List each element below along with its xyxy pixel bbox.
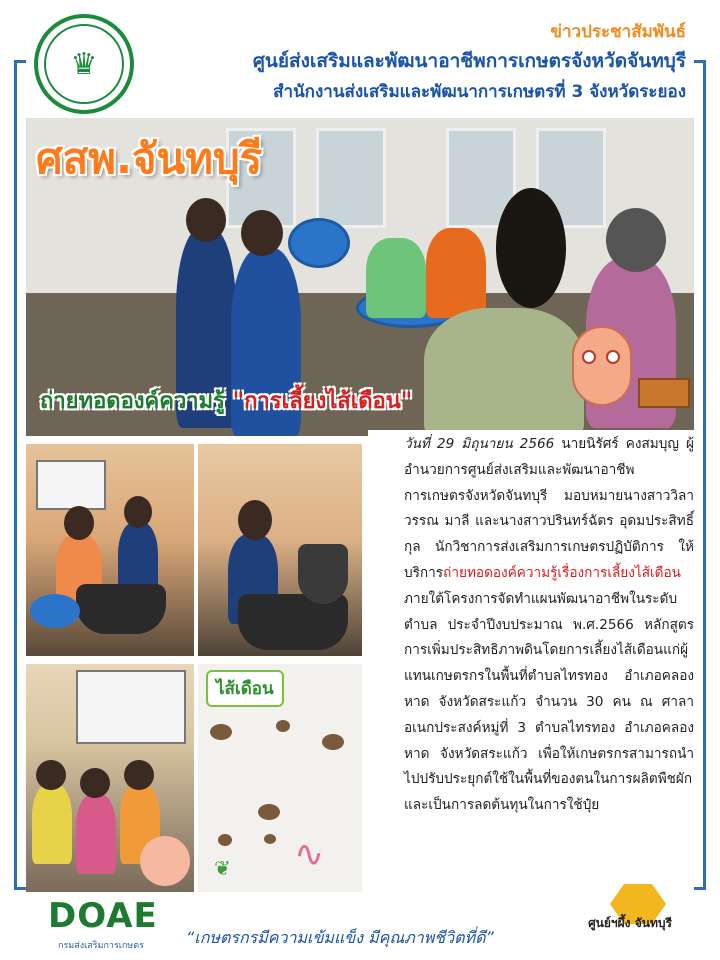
projector-screen [36,460,106,510]
hero-window [316,128,386,228]
person-head [496,188,566,308]
article [368,430,694,896]
blue-basin [30,594,80,628]
earthworm [264,834,276,844]
person [32,784,72,864]
kids-mascot-icon [140,836,190,886]
mascot-eye [582,350,596,364]
person-head [36,760,66,790]
person-head [80,768,110,798]
doae-logo: DOAE [48,896,158,936]
person-head [241,210,283,256]
doae-subtitle: กรมส่งเสริมการเกษตร [58,941,144,951]
photo-audience [26,664,194,892]
frame-right [694,60,706,890]
worm-mascot-icon [572,326,632,406]
department-logo [34,14,134,114]
blue-basin [288,218,350,268]
worm-label: ไส้เดือน [206,670,284,707]
earthworm [276,720,290,732]
hero-photo [26,118,694,436]
person-head [186,198,226,242]
person-head [64,506,94,540]
person [76,794,116,874]
worm-tub [76,584,166,634]
earthworm [210,724,232,740]
photo-earthworms [198,664,362,892]
person-head [124,496,152,528]
person-head [606,208,666,272]
earthworm [258,804,280,820]
logo-emblem-icon: ♛ [44,24,124,104]
projector-screen [76,670,186,744]
article-date: วันที่ 29 มิถุนายน 2566 [404,436,555,452]
photo-training-left [26,444,194,656]
photo-training-right [198,444,362,656]
person [426,228,486,318]
office-name: สำนักงานส่งเสริมและพัฒนาการเกษตรที่ 3 จังหวัดระยอง [273,82,686,102]
center-name: ศูนย์ส่งเสริมและพัฒนาอาชีพการเกษตรจังหวัดจันทบุรี [252,50,686,72]
hero-caption-highlight: "การเลี้ยงไส้เดือน" [232,389,413,414]
worm-box-icon [638,378,690,408]
hero-caption [40,383,412,418]
person [366,238,426,318]
person [424,308,584,436]
mascot-eye [606,350,620,364]
worm-cartoon-icon: ∿ [294,834,325,875]
sprout-icon: ❦ [214,856,231,880]
article-text-1: นายนิรัศร์ คงสมบุญ ผู้อำนวยการศูนย์ส่งเสริมและพัฒนาอาชีพการเกษตรจังหวัดจันทบุรี มอบหมายนางสาววิลาวรรณ มาลี และนางสาวปรินทร์ฉัตร อุดมประสิทธิ์กุล นักวิชาการส่งเสริมการเกษตรปฏิบัติการ ให้บริการ [404,436,694,581]
person-head [124,760,154,790]
soil-bag [298,544,348,604]
bee-center-logo [580,880,680,950]
earthworm [322,734,344,750]
article-paragraph [368,432,694,819]
hero-badge: ศสพ.จันทบุรี [36,134,263,183]
earthworm [218,834,232,846]
article-highlight: ถ่ายทอดองค์ความรู้เรื่องการเลี้ยงไส้เดือน [443,564,681,581]
article-text-2: ภายใต้โครงการจัดทำแผนพัฒนาอาชีพในระดับตำบล ประจำปีงบประมาณ พ.ศ.2566 หลักสูตรการเพิ่มประสิทธิภาพดินโดยการเลี้ยงไส้เดือนแก่ผู้แทนเกษตรกรในพื้นที่ตำบลไทรทอง อำเภอคลองหาด จังหวัดสระแก้ว จำนวน 30 คน ณ ศาลาอเนกประสงค์หมู่ที่ 3 ตำบลไทรทอง อำเภอคลองหาด จังหวัดสระแก้ว เพื่อให้เกษตรกรสามารถนำไปปรับประยุกต์ใช้ในพื้นที่ของตนในการผลิตพืชผัก และเป็นการลดต้นทุนในการใช้ปุ๋ย [404,590,694,814]
pr-label: ข่าวประชาสัมพันธ์ [550,22,686,42]
bee-logo-text: ศูนย์ฯผึ้ง จันทบุรี [588,916,672,930]
frame-left [14,60,26,890]
person-head [238,500,272,540]
slogan: “เกษตรกรมีความเข้มแข็ง มีคุณภาพชีวิตที่ดี” [186,928,494,947]
hero-caption-prefix: ถ่ายทอดองค์ความรู้ [40,389,233,414]
